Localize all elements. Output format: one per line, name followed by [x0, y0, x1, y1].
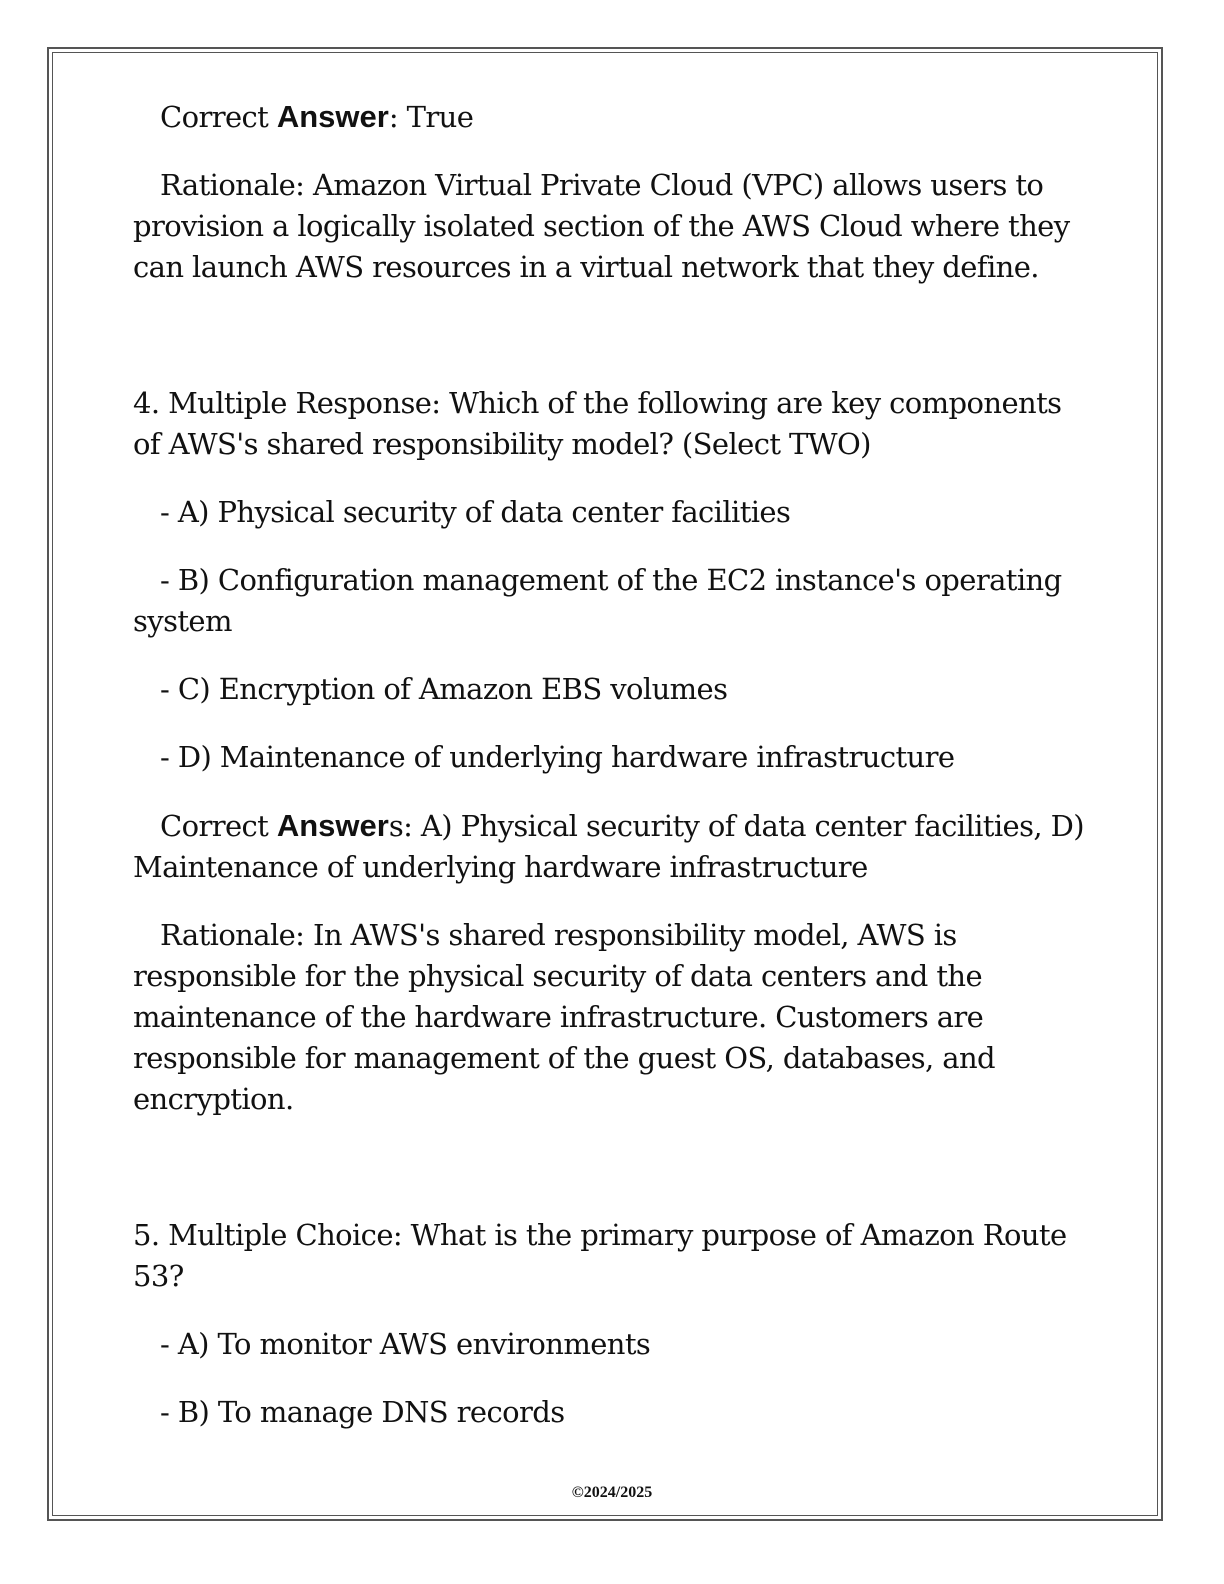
q5-option-a: - A) To monitor AWS environments: [160, 1327, 651, 1361]
q4-option-d: - D) Maintenance of underlying hardware infrastructure: [160, 740, 955, 774]
section-spacer: [133, 315, 1093, 383]
q4-question: 4. Multiple Response: Which of the following are key components of AWS's shared responsibility model? (Select TWO): [133, 386, 1062, 461]
section-spacer: [133, 1147, 1093, 1215]
document-body: [133, 96, 1093, 1460]
answer-label: Correct: [160, 809, 277, 843]
answer-value: s: A) Physical security of data center facilities, D) Maintenance of underlying hardware infrastructure: [133, 809, 1084, 884]
q4-correct-answer: [133, 805, 1093, 888]
q4-option-a: - A) Physical security of data center facilities: [160, 495, 791, 529]
page-footer-copyright: ©2024/2025: [571, 1484, 653, 1501]
answer-keyword: Answer: [276, 99, 389, 134]
q3-correct-answer: [133, 96, 1093, 138]
q4-rationale: Rationale: In AWS's shared responsibility model, AWS is responsible for the physical security of data centers and the maintenance of the hardware infrastructure. Customers are responsible for management of the guest OS, databases, and encryption.: [133, 918, 996, 1116]
q3-rationale: Rationale: Amazon Virtual Private Cloud (VPC) allows users to provision a logically isolated section of the AWS Cloud where they can launch AWS resources in a virtual network that they define.: [133, 168, 1070, 284]
q5-question: 5. Multiple Choice: What is the primary purpose of Amazon Route 53?: [133, 1218, 1067, 1293]
answer-label: Correct: [160, 100, 277, 134]
q5-option-b: - B) To manage DNS records: [160, 1395, 565, 1429]
q4-option-c: - C) Encryption of Amazon EBS volumes: [160, 672, 728, 706]
q4-option-b: - B) Configuration management of the EC2 instance's operating system: [133, 563, 1062, 638]
answer-value: : True: [388, 100, 474, 134]
answer-keyword: Answer: [276, 808, 389, 843]
